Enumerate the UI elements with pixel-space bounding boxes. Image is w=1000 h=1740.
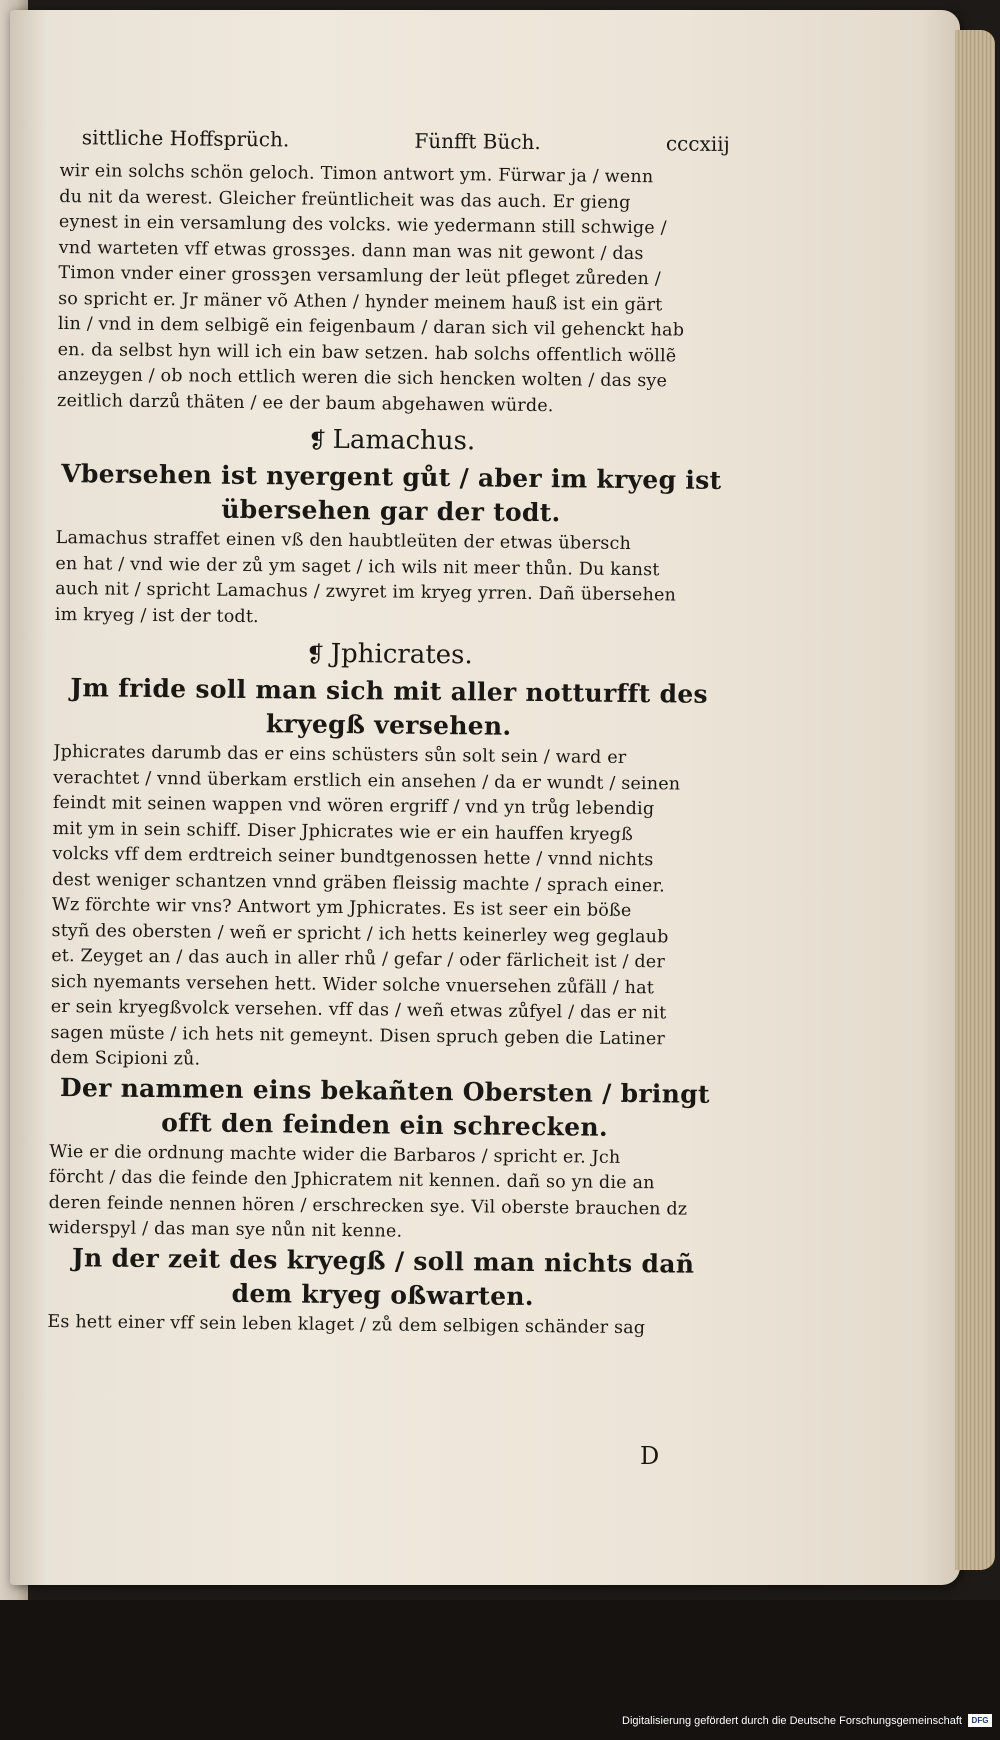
text-line: vnd warteten vff etwas grossꝫes. dann man was nit gewont / das: [58, 237, 644, 264]
motto-line: Jm fride soll man sich mit aller notturfft des: [70, 673, 709, 709]
text-line: förcht / das die feinde den Jphicratem nit kennen. dañ so yn die an: [48, 1166, 655, 1194]
text-line: verachtet / vnnd überkam erstlich ein ansehen / da er wundt / seinen: [53, 767, 681, 795]
text-line: anzeygen / ob noch ettlich weren die sich hencken wolten / das sye: [57, 364, 668, 392]
text-line: Jphicrates darumb das er eins schüsters sůn solt sein / ward er: [53, 741, 627, 768]
text-line: sich nyemants versehen hett. Wider solche vnuersehen zůfäll / hat: [50, 971, 655, 998]
text-line: Wz förchte wir vns? Antwort ym Jphicrates. Es ist seer ein böße: [51, 894, 632, 922]
text-line: im kryeg / ist der todt.: [54, 604, 259, 627]
running-head-folio: cccxiij: [665, 131, 730, 157]
speaker-heading: [57, 418, 727, 465]
text-line: sagen müste / ich hets nit gemeynt. Disen spruch geben die Latiner: [50, 1022, 666, 1049]
speaker-heading: [54, 632, 724, 679]
text-line: er sein kryegßvolck versehen. vff das / weñ etwas zůfyel / das er nit: [50, 996, 667, 1024]
text-line: en. da selbst hyn will ich ein baw setzen. hab solchs offentlich wöllẽ: [57, 339, 677, 366]
motto-line: Vbersehen ist nyergent gůt / aber im kryeg ist: [61, 459, 722, 495]
pilcrow-icon: ❡: [308, 428, 327, 454]
footer: [622, 1714, 992, 1727]
page-fore-edge: [955, 30, 995, 1570]
text-line: widerspyl / das man sye nůn nit kenne.: [48, 1217, 403, 1242]
text-line: et. Zeyget an / das auch in aller rhů / gefar / oder färlicheit ist / der: [51, 945, 666, 973]
text-line: Wie er die ordnung machte wider die Barbaros / spricht er. Jch: [49, 1141, 621, 1168]
text-line: Timon vnder einer grossꝫen versamlung der leüt pfleget zůreden /: [58, 262, 662, 290]
text-line: en hat / vnd wie der zů ym saget / ich wils nit meer thůn. Du kanst: [55, 553, 660, 580]
text-line: mit ym in sein schiff. Diser Jphicrates wie er ein hauffen kryegß: [52, 818, 634, 845]
motto-line: offt den feinden ein schrecken.: [161, 1107, 609, 1142]
page-body: [47, 159, 729, 1342]
motto-line: dem kryeg oßwarten.: [231, 1278, 535, 1311]
text-line: Lamachus straffet einen vß den haubtleüten der etwas übersch: [55, 527, 632, 555]
speaker-name: Lamachus.: [332, 424, 476, 457]
text-line: wir ein solchs schön geloch. Timon antwort ym. Fürwar ja / wenn: [59, 160, 654, 188]
text-line: dest weniger schantzen vnnd gräben fleissig machte / sprach einer.: [51, 869, 666, 896]
motto-line: Jn der zeit des kryegß / soll man nichts dañ: [71, 1242, 695, 1279]
motto-line: Der nammen eins bekañten Obersten / bringt: [59, 1072, 710, 1109]
running-head-center: Fünfft Büch.: [414, 128, 541, 155]
text-line: eynest in ein versamlung des volcks. wie yedermann still schwige /: [58, 211, 667, 239]
text-line: styñ des obersten / weñ er spricht / ich hetts keinerley weg geglaub: [51, 920, 669, 947]
text-line: lin / vnd in dem selbigẽ ein feigenbaum / daran sich vil gehenckt hab: [57, 313, 685, 341]
text-line: dem Scipioni zů.: [50, 1047, 201, 1070]
signature-mark: D: [640, 1442, 660, 1470]
text-line: deren feinde nennen hören / erschrecken sye. Vil oberste brauchen dz: [48, 1192, 688, 1220]
speaker-name: Jphicrates.: [330, 638, 473, 671]
text-line: volcks vff dem erdtreich seiner bundtgenossen hette / vnnd nichts: [52, 843, 654, 871]
text-line: Es hett einer vff sein leben klaget / zů dem selbigen schänder sag: [47, 1311, 646, 1338]
text-line: zeitlich darzů thäten / ee der baum abgehawen würde.: [57, 390, 554, 416]
dfg-logo-icon: DFG: [968, 1714, 992, 1727]
pilcrow-icon: ❡: [306, 642, 325, 668]
text-line: so spricht er. Jr mäner võ Athen / hynder meinem hauß ist ein gärt: [58, 288, 663, 315]
running-head-left: sittliche Hoffsprüch.: [81, 125, 290, 152]
text-line: feindt mit seinen wappen vnd wören ergriff / vnd yn trůg lebendig: [52, 792, 655, 820]
footer-credit: Digitalisierung gefördert durch die Deutsche Forschungsgemeinschaft: [622, 1714, 962, 1727]
text-line: du nit da werest. Gleicher freüntlicheit was das auch. Er gieng: [59, 186, 631, 213]
text-block: [47, 125, 730, 1342]
text-line: auch nit / spricht Lamachus / zwyret im kryeg yrren. Dañ übersehen: [55, 578, 677, 606]
motto-line: übersehen gar der todt.: [221, 494, 561, 528]
motto-line: kryegß versehen.: [265, 709, 512, 741]
